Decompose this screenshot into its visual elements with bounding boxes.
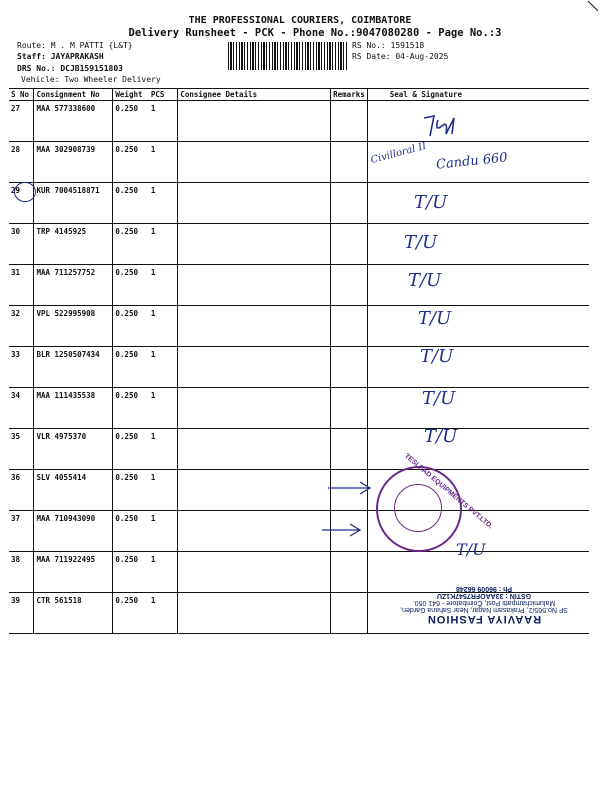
handwriting-row28a: Civilloral II — [369, 140, 428, 167]
cell-consignee — [178, 511, 331, 552]
cell-remarks — [331, 306, 368, 347]
cell-pcs: 1 — [149, 101, 178, 142]
cell-weight: 0.250 — [113, 552, 149, 593]
rs-number: RS No.: 1591518 — [352, 41, 425, 50]
cell-weight: 0.250 — [113, 306, 149, 347]
cell-seal — [367, 306, 589, 347]
col-consignee: Consignee Details — [178, 89, 331, 101]
cell-seal — [367, 265, 589, 306]
cell-consignment: TRP 4145925 — [34, 224, 113, 265]
company-stamp-text: TESLEAD EQUIPMENTS PVT.LTD. — [402, 452, 494, 531]
cell-sno: 27 — [9, 101, 34, 142]
seal-address: SF No.565/2, Prakasam Nagar, Near Sahana Garden, Malumichampatti Post, Coimbatore - 641 050. — [400, 599, 568, 613]
company-stamp — [376, 466, 462, 552]
cell-consignee — [178, 429, 331, 470]
cell-consignment: MAA 711257752 — [34, 265, 113, 306]
table-header-row — [9, 89, 589, 101]
cell-consignment: SLV 4055414 — [34, 470, 113, 511]
cell-weight: 0.250 — [113, 470, 149, 511]
cell-remarks — [331, 183, 368, 224]
cell-consignment: KUR 7004518871 — [34, 183, 113, 224]
drs-number: DRS No.: DCJB159151803 — [17, 64, 123, 73]
table-row — [9, 224, 589, 265]
consignment-table — [9, 88, 589, 634]
cell-pcs: 1 — [149, 347, 178, 388]
cell-consignee — [178, 593, 331, 634]
rs-date: RS Date: 04-Aug-2025 — [352, 52, 449, 61]
table-row — [9, 511, 589, 552]
cell-consignment: MAA 111435538 — [34, 388, 113, 429]
cell-consignment: MAA 710943090 — [34, 511, 113, 552]
cell-sno: 37 — [9, 511, 34, 552]
cell-pcs: 1 — [149, 142, 178, 183]
table-row — [9, 429, 589, 470]
signature-row27 — [420, 112, 460, 146]
arrow-marks — [322, 478, 382, 538]
cell-pcs: 1 — [149, 511, 178, 552]
table-row — [9, 347, 589, 388]
cell-weight: 0.250 — [113, 347, 149, 388]
cell-consignee — [178, 470, 331, 511]
cell-weight: 0.250 — [113, 142, 149, 183]
corner-mark — [587, 0, 600, 13]
cell-remarks — [331, 101, 368, 142]
cell-consignee — [178, 101, 331, 142]
cell-remarks — [331, 429, 368, 470]
cell-sno: 39 — [9, 593, 34, 634]
cell-consignee — [178, 552, 331, 593]
seal-name: RAAVIYA FASHION — [426, 613, 542, 625]
col-remarks: Remarks — [331, 89, 368, 101]
cell-weight: 0.250 — [113, 183, 149, 224]
cell-weight: 0.250 — [113, 101, 149, 142]
table-row — [9, 470, 589, 511]
cell-consignment: MAA 577338600 — [34, 101, 113, 142]
col-weight: Weight — [113, 89, 149, 101]
tiu-row38: T/U — [456, 540, 486, 559]
tiu-row32: T/U — [418, 308, 452, 329]
cell-weight: 0.250 — [113, 593, 149, 634]
tiu-row29: T/U — [414, 192, 448, 213]
cell-pcs: 1 — [149, 470, 178, 511]
tiu-row33: T/U — [420, 346, 454, 367]
cell-consignee — [178, 388, 331, 429]
cell-remarks — [331, 224, 368, 265]
cell-pcs: 1 — [149, 224, 178, 265]
cell-weight: 0.250 — [113, 388, 149, 429]
tiu-row30: T/U — [404, 232, 438, 253]
cell-consignment: VLR 4975370 — [34, 429, 113, 470]
table-row — [9, 388, 589, 429]
cell-pcs: 1 — [149, 306, 178, 347]
cell-pcs: 1 — [149, 183, 178, 224]
cell-seal — [367, 388, 589, 429]
cell-remarks — [331, 593, 368, 634]
cell-seal — [367, 183, 589, 224]
handwriting-row28b: Candu 660 — [435, 150, 509, 173]
cell-pcs: 1 — [149, 429, 178, 470]
col-sno: S No — [9, 89, 34, 101]
cell-consignment: BLR 1250507434 — [34, 347, 113, 388]
cell-consignee — [178, 347, 331, 388]
cell-weight: 0.250 — [113, 224, 149, 265]
cell-pcs: 1 — [149, 552, 178, 593]
cell-pcs: 1 — [149, 265, 178, 306]
table-row — [9, 101, 589, 142]
cell-consignee — [178, 142, 331, 183]
cell-sno: 31 — [9, 265, 34, 306]
cell-sno: 38 — [9, 552, 34, 593]
cell-consignment: MAA 711922495 — [34, 552, 113, 593]
cell-weight: 0.250 — [113, 265, 149, 306]
cell-consignment: MAA 302908739 — [34, 142, 113, 183]
table-row — [9, 183, 589, 224]
cell-consignee — [178, 265, 331, 306]
cell-sno: 30 — [9, 224, 34, 265]
cell-sno: 35 — [9, 429, 34, 470]
cell-weight: 0.250 — [113, 511, 149, 552]
col-pcs: PCS — [149, 89, 178, 101]
table-row — [9, 306, 589, 347]
cell-sno: 32 — [9, 306, 34, 347]
cell-remarks — [331, 347, 368, 388]
cell-pcs: 1 — [149, 388, 178, 429]
cell-seal — [367, 101, 589, 142]
cell-seal — [367, 429, 589, 470]
fashion-seal — [384, 575, 584, 625]
tiu-row35: T/U — [424, 426, 458, 447]
cell-sno: 29 — [9, 183, 34, 224]
cell-weight: 0.250 — [113, 429, 149, 470]
cell-remarks — [331, 265, 368, 306]
cell-seal — [367, 224, 589, 265]
cell-pcs: 1 — [149, 593, 178, 634]
table-row — [9, 265, 589, 306]
seal-gstin: GSTIN : 33AAOFR7547K1ZU — [436, 592, 532, 599]
cell-consignment: CTR 561518 — [34, 593, 113, 634]
cell-consignee — [178, 224, 331, 265]
seal-phone: Ph : 96009 66248 — [455, 585, 513, 592]
cell-seal — [367, 347, 589, 388]
cell-sno: 33 — [9, 347, 34, 388]
col-seal: Seal & Signature — [367, 89, 589, 101]
cell-sno: 34 — [9, 388, 34, 429]
cell-remarks — [331, 552, 368, 593]
cell-consignment: VPL 522995908 — [34, 306, 113, 347]
col-consignment: Consignment No — [34, 89, 113, 101]
cell-sno: 28 — [9, 142, 34, 183]
tiu-row31: T/U — [408, 270, 442, 291]
vehicle-label: Vehicle: Two Wheeler Delivery — [21, 75, 161, 84]
cell-remarks — [331, 142, 368, 183]
circle-mark-row29 — [14, 182, 36, 202]
staff-label: Staff: JAYAPRAKASH — [17, 52, 104, 61]
cell-consignee — [178, 183, 331, 224]
cell-remarks — [331, 388, 368, 429]
tiu-row34: T/U — [422, 388, 456, 409]
cell-consignee — [178, 306, 331, 347]
cell-sno: 36 — [9, 470, 34, 511]
barcode — [228, 42, 348, 70]
route-label: Route: M . M PATTI {L&T} — [17, 41, 133, 50]
company-title: THE PROFESSIONAL COURIERS, COIMBATORE — [188, 15, 412, 26]
runsheet-subtitle: Delivery Runsheet - PCK - Phone No.:9047080280 - Page No.:3 — [128, 27, 502, 39]
